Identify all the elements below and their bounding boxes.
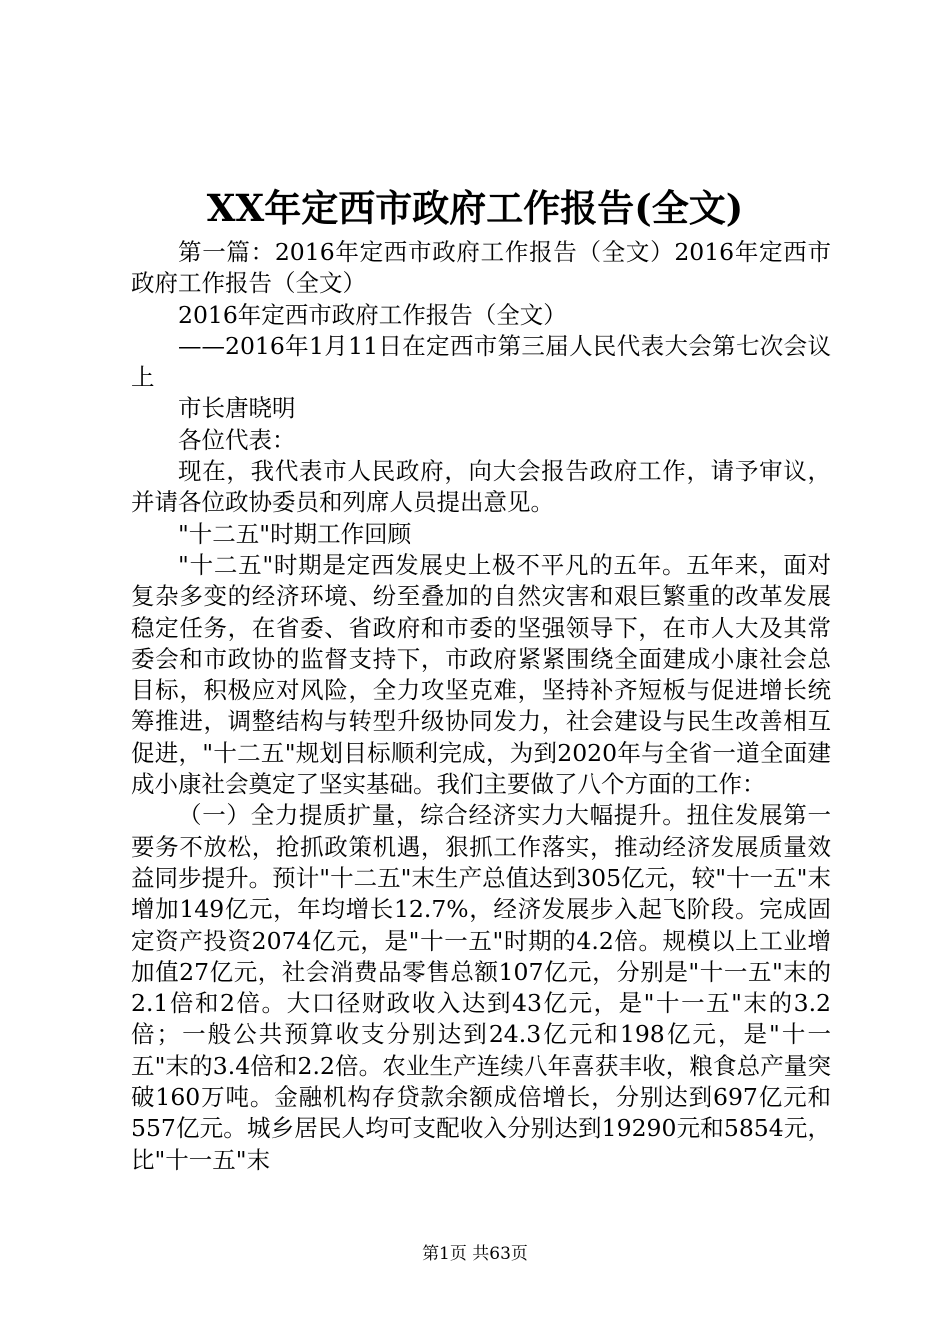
page-footer: 第1页 共63页 — [422, 1244, 528, 1264]
paragraph-first-heading: 第一篇：2016年定西市政府工作报告（全文）2016年定西市政府工作报告（全文） — [131, 238, 831, 298]
paragraph-salutation: 各位代表： — [178, 425, 296, 454]
paragraph-meeting-note: ——2016年1月11日在定西市第三届人民代表大会第七次会议上 — [131, 331, 831, 392]
paragraph-report-title: 2016年定西市政府工作报告（全文） — [178, 300, 567, 329]
paragraph-intro: 现在，我代表市人民政府，向大会报告政府工作，请予审议，并请各位政协委员和列席人员提出意见。 — [131, 457, 831, 517]
document-body — [131, 237, 831, 1176]
paragraph-speaker: 市长唐晓明 — [178, 394, 296, 423]
paragraph-item-one: （一）全力提质扩量，综合经济实力大幅提升。扭住发展第一要务不放松，抢抓政策机遇，狠抓工作落实，推动经济发展质量效益同步提升。预计"十二五"末生产总值达到305亿元，较"十一五"末增加149亿元，年均增长12.7%，经济发展步入起飞阶段。完成固定资产投资2074亿元，是"十一五"时期的4.2倍。规模以上工业增加值27亿元，社会消费品零售总额107亿元，分别是"十一五"末的2.1倍和2倍。大口径财政收入达到43亿元，是"十一五"末的3.2倍；一般公共预算收支分别达到24.3亿元和198亿元，是"十一五"末的3.4倍和2.2倍。农业生产连续八年喜获丰收，粮食总产量突破160万吨。金融机构存贷款余额成倍增长，分别达到697亿元和557亿元。城乡居民人均可支配收入分别达到19290元和5854元，比"十一五"末 — [131, 801, 831, 1174]
document-title: XX年定西市政府工作报告(全文) — [206, 186, 744, 230]
paragraph-review: "十二五"时期是定西发展史上极不平凡的五年。五年来，面对复杂多变的经济环境、纷至叠加的自然灾害和艰巨繁重的改革发展稳定任务，在省委、省政府和市委的坚强领导下，在市人大及其常委会和市政协的监督支持下，市政府紧紧围绕全面建成小康社会总目标，积极应对风险，全力攻坚克难，坚持补齐短板与促进增长统筹推进，调整结构与转型升级协同发力，社会建设与民生改善相互促进，"十二五"规划目标顺利完成，为到2020年与全省一道全面建成小康社会奠定了坚实基础。我们主要做了八个方面的工作： — [131, 550, 831, 799]
paragraph-section-heading: "十二五"时期工作回顾 — [178, 519, 412, 548]
